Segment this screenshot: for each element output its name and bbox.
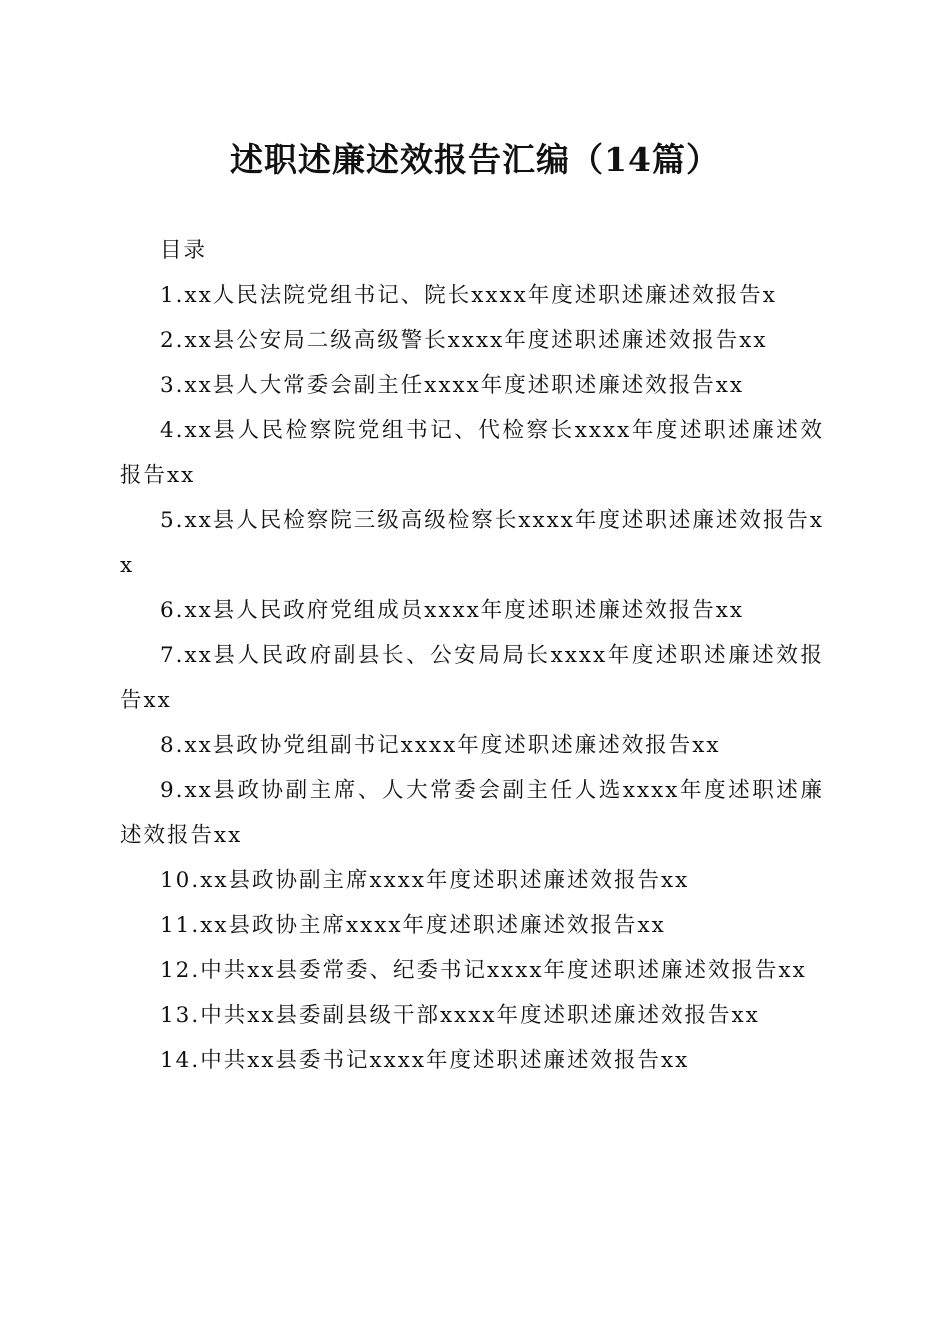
toc-item-13: 13.中共xx县委副县级干部xxxx年度述职述廉述效报告xx [160, 1003, 760, 1028]
toc-heading: 目录 [160, 238, 208, 263]
toc-item-11: 11.xx县政协主席xxxx年度述职述廉述效报告xx [160, 913, 666, 938]
toc-item-1: 1.xx人民法院党组书记、院长xxxx年度述职述廉述效报告x [160, 283, 777, 308]
toc-item-8: 8.xx县政协党组副书记xxxx年度述职述廉述效报告xx [160, 733, 721, 758]
toc-item-3: 3.xx县人大常委会副主任xxxx年度述职述廉述效报告xx [160, 373, 745, 398]
toc-item-4: 4.xx县人民检察院党组书记、代检察长xxxx年度述职述廉述效报告xx [120, 418, 824, 488]
toc-item-2: 2.xx县公安局二级高级警长xxxx年度述职述廉述效报告xx [160, 328, 768, 353]
document-title: 述职述廉述效报告汇编（14篇） [230, 140, 720, 179]
toc-item-9: 9.xx县政协副主席、人大常委会副主任人选xxxx年度述职述廉述效报告xx [120, 778, 824, 848]
toc-item-14: 14.中共xx县委书记xxxx年度述职述廉述效报告xx [160, 1048, 690, 1073]
toc-item-6: 6.xx县人民政府党组成员xxxx年度述职述廉述效报告xx [160, 598, 745, 623]
toc-item-5: 5.xx县人民检察院三级高级检察长xxxx年度述职述廉述效报告xx [120, 508, 824, 578]
table-of-contents [120, 228, 824, 1083]
toc-item-7: 7.xx县人民政府副县长、公安局局长xxxx年度述职述廉述效报告xx [120, 643, 824, 713]
toc-item-12: 12.中共xx县委常委、纪委书记xxxx年度述职述廉述效报告xx [160, 958, 807, 983]
toc-list [120, 273, 824, 1083]
toc-item-10: 10.xx县政协副主席xxxx年度述职述廉述效报告xx [160, 868, 690, 893]
